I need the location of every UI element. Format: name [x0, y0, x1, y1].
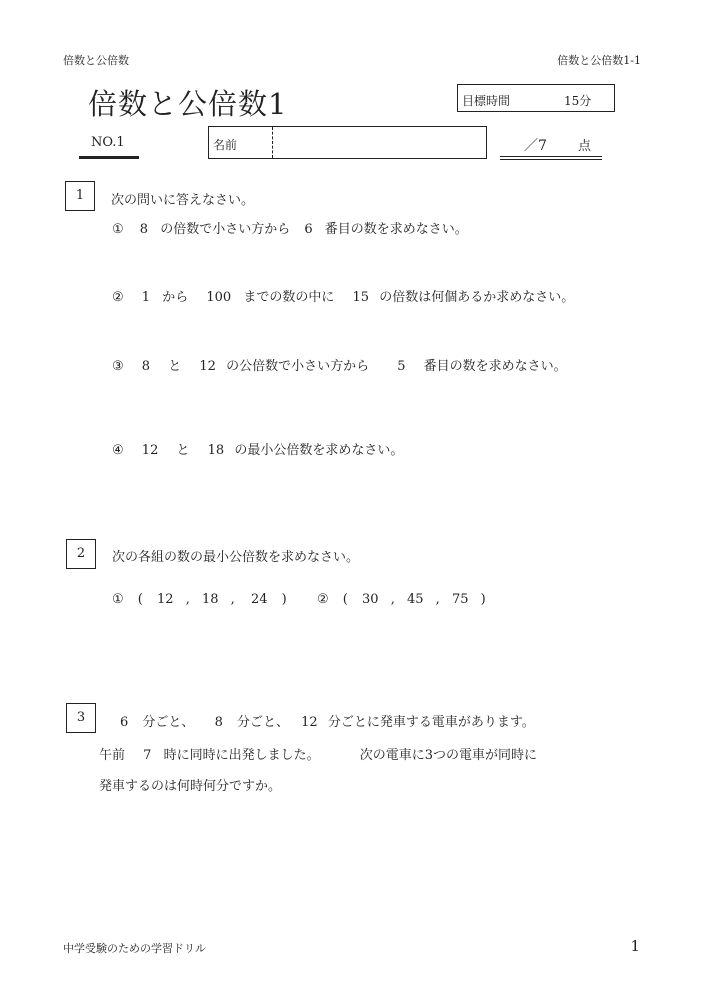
number-value: 7: [143, 748, 152, 763]
question-text: から: [162, 290, 189, 305]
separator: ,: [185, 592, 190, 607]
target-time-box: [457, 84, 615, 112]
number-value: 8: [139, 222, 149, 237]
page-title: 倍数と公倍数1: [88, 87, 288, 121]
question-2-1: [112, 592, 287, 607]
question-text: 番目の数を求めなさい。: [423, 359, 567, 374]
section-3-line-1: [120, 711, 535, 730]
number-value: 8: [214, 715, 223, 730]
number-value: 1: [141, 290, 151, 305]
separator: ,: [390, 592, 395, 607]
section-3-number: 3: [66, 703, 96, 733]
target-time-label: 目標時間: [462, 94, 511, 108]
header-right: 倍数と公倍数1-1: [557, 54, 641, 67]
question-mark: ④: [112, 443, 124, 458]
paren-open: (: [342, 592, 348, 607]
question-text: 時に同時に出発しました。: [163, 748, 320, 763]
number-value: 8: [141, 359, 151, 374]
page-number: 1: [630, 937, 640, 955]
number-value: 6: [120, 715, 129, 730]
number-value: 12: [157, 592, 174, 607]
number-value: 18: [201, 592, 219, 607]
footer-left: 中学受験のための学習ドリル: [63, 942, 206, 955]
question-text: の公倍数で小さい方から: [226, 359, 370, 374]
question-text: と: [168, 359, 182, 374]
question-mark: ②: [317, 592, 329, 607]
number-value: 100: [206, 290, 232, 305]
paren-close: ): [480, 592, 486, 607]
number-value: 6: [304, 222, 313, 237]
question-mark: ③: [112, 359, 124, 374]
question-text: の最小公倍数を求めなさい。: [234, 443, 404, 458]
section-2-instruction: 次の各組の数の最小公倍数を求めなさい。: [112, 550, 360, 565]
question-mark: ②: [112, 290, 124, 305]
question-2-2: [317, 592, 486, 607]
separator: ,: [435, 592, 440, 607]
question-text: 分ごと、: [237, 715, 290, 730]
separator: ,: [230, 592, 235, 607]
section-1-instruction: 次の問いに答えなさい。: [111, 193, 255, 208]
paren-open: (: [137, 592, 143, 607]
number-value: 12: [301, 715, 318, 730]
name-field[interactable]: [208, 126, 487, 159]
section-1-number: 1: [65, 181, 95, 211]
question-1-2: [112, 286, 574, 305]
question-text: 次の電車に3つの電車が同時に: [359, 748, 538, 763]
question-text: 午前: [99, 748, 126, 763]
paren-close: ): [281, 592, 287, 607]
section-3-line-3: 発車するのは何時何分ですか。: [99, 779, 282, 794]
number-value: 45: [406, 592, 424, 607]
number-value: 18: [207, 443, 225, 458]
number-label: NO.1: [91, 135, 125, 150]
header-left: 倍数と公倍数: [63, 54, 129, 67]
number-value: 12: [141, 443, 159, 458]
question-mark: ①: [112, 592, 124, 607]
question-text: 分ごと、: [142, 715, 195, 730]
number-value: 5: [397, 359, 406, 374]
target-time-value: 15分: [564, 94, 592, 108]
score-underline: [500, 156, 602, 160]
number-value: 24: [250, 592, 268, 607]
section-2-number: 2: [66, 539, 96, 569]
question-1-4: [112, 439, 403, 458]
score-unit: 点: [578, 139, 592, 154]
name-divider: [272, 127, 273, 158]
question-text: の倍数は何個あるか求めなさい。: [379, 290, 575, 305]
number-value: 30: [362, 592, 379, 607]
question-text: 番目の数を求めなさい。: [324, 222, 468, 237]
section-3-line-2: [99, 744, 537, 763]
question-text: までの数の中に: [243, 290, 335, 305]
name-label: 名前: [213, 138, 238, 152]
question-1-1: [112, 218, 468, 237]
number-value: 12: [199, 359, 216, 374]
number-value: 75: [451, 592, 469, 607]
question-text: の倍数で小さい方から: [160, 222, 291, 237]
number-value: 15: [352, 290, 370, 305]
number-underline: [79, 156, 139, 159]
question-mark: ①: [112, 222, 124, 237]
question-1-3: [112, 355, 567, 374]
question-text: 分ごとに発車する電車があります。: [327, 715, 535, 730]
question-text: と: [176, 443, 190, 458]
score-total: ／7: [524, 138, 547, 154]
